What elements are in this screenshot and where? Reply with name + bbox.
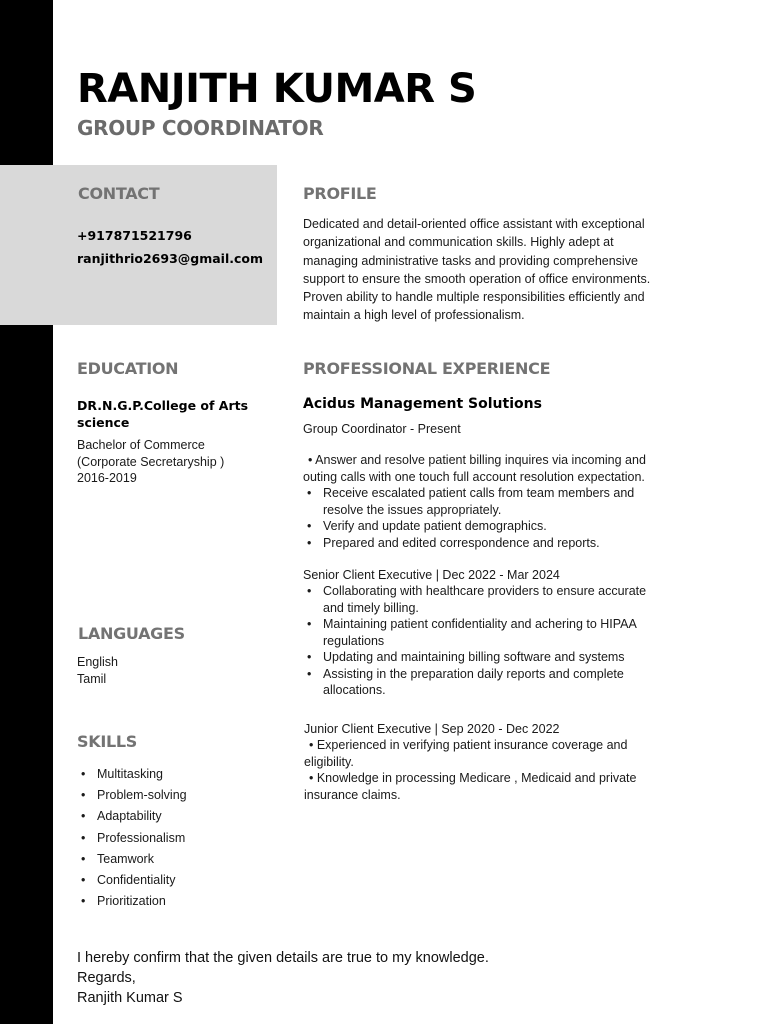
experience-heading: PROFESSIONAL EXPERIENCE bbox=[303, 359, 551, 378]
education-institution bbox=[77, 397, 248, 431]
role3-line: • Knowledge in processing Medicare , Medicaid and private bbox=[309, 771, 637, 785]
profile-line: maintain a high level of professionalism. bbox=[303, 308, 525, 323]
role1-bullet: • Prepared and edited correspondence and reports. bbox=[303, 535, 634, 552]
institution-line: DR.N.G.P.College of Arts bbox=[77, 398, 249, 413]
skill-item: • Confidentiality bbox=[77, 870, 187, 891]
contact-phone: +917871521796 bbox=[77, 228, 192, 243]
profile-line: Dedicated and detail-oriented office assistant with exceptional bbox=[303, 217, 645, 231]
skill-item: • Prioritization bbox=[77, 891, 187, 912]
candidate-title: GROUP COORDINATOR bbox=[77, 116, 324, 140]
institution-line: science bbox=[77, 415, 130, 430]
role2-bullet: • Collaborating with healthcare providers to ensure accurate and timely billing. bbox=[303, 583, 646, 616]
skills-list bbox=[77, 764, 187, 912]
role2-bullet: • Maintaining patient confidentiality and achering to HIPAA regulations bbox=[303, 616, 646, 649]
role3-text bbox=[304, 737, 636, 803]
degree-years: 2016-2019 bbox=[77, 471, 137, 485]
languages-heading: LANGUAGES bbox=[78, 624, 185, 643]
degree-line: Bachelor of Commerce bbox=[77, 438, 205, 452]
contact-email: ranjithrio2693@gmail.com bbox=[77, 251, 264, 266]
skill-item: • Problem-solving bbox=[77, 785, 187, 806]
role3-line: eligibility. bbox=[304, 754, 354, 769]
skill-item: • Teamwork bbox=[77, 849, 187, 870]
skills-heading: SKILLS bbox=[77, 732, 137, 751]
role1-line: outing calls with one touch full account resolution expectation. bbox=[303, 469, 645, 484]
role3-line: • Experienced in verifying patient insurance coverage and bbox=[309, 738, 628, 752]
role1-title: Group Coordinator - Present bbox=[303, 422, 461, 436]
company-name: Acidus Management Solutions bbox=[303, 396, 542, 412]
role2-bullets bbox=[303, 583, 646, 699]
role1-line: • Answer and resolve patient billing inquires via incoming and bbox=[308, 453, 646, 467]
skill-item: • Multitasking bbox=[77, 764, 187, 785]
declaration-signature: Ranjith Kumar S bbox=[77, 990, 183, 1006]
skill-item: • Professionalism bbox=[77, 828, 187, 849]
role3-line: insurance claims. bbox=[304, 787, 401, 802]
declaration-regards: Regards, bbox=[77, 970, 136, 986]
profile-line: organizational and communication skills. Highly adept at bbox=[303, 235, 614, 250]
profile-heading: PROFILE bbox=[303, 184, 377, 203]
role1-bullet: • Verify and update patient demographics. bbox=[303, 518, 634, 535]
profile-line: support to ensure the smooth operation of office environments. bbox=[303, 271, 651, 286]
education-heading: EDUCATION bbox=[77, 359, 179, 378]
language-item: English bbox=[77, 655, 118, 669]
candidate-name: RANJITH KUMAR S bbox=[77, 66, 477, 112]
role2-title: Senior Client Executive | Dec 2022 - Mar 2024 bbox=[303, 568, 560, 582]
role1-first-bullet bbox=[303, 452, 646, 485]
role1-bullet: • Receive escalated patient calls from team members and resolve the issues appropriately. bbox=[303, 485, 634, 518]
declaration-statement: I hereby confirm that the given details are true to my knowledge. bbox=[77, 950, 489, 966]
profile-text bbox=[303, 215, 650, 325]
role1-bullets bbox=[303, 485, 634, 551]
declaration bbox=[77, 948, 489, 1008]
education-degree bbox=[77, 437, 224, 487]
skill-item: • Adaptability bbox=[77, 806, 187, 827]
profile-line: managing administrative tasks and providing comprehensive bbox=[303, 253, 638, 268]
languages-list bbox=[77, 654, 118, 687]
sidebar-black-bar bbox=[0, 0, 53, 1024]
degree-line: (Corporate Secretaryship ) bbox=[77, 454, 225, 469]
language-item: Tamil bbox=[77, 671, 107, 686]
role2-bullet: • Updating and maintaining billing software and systems bbox=[303, 649, 646, 666]
role3-title: Junior Client Executive | Sep 2020 - Dec 2022 bbox=[304, 722, 560, 736]
contact-heading: CONTACT bbox=[78, 184, 160, 203]
role2-bullet: • Assisting in the preparation daily reports and complete allocations. bbox=[303, 666, 646, 699]
profile-line: Proven ability to handle multiple responsibilities efficiently and bbox=[303, 290, 645, 305]
